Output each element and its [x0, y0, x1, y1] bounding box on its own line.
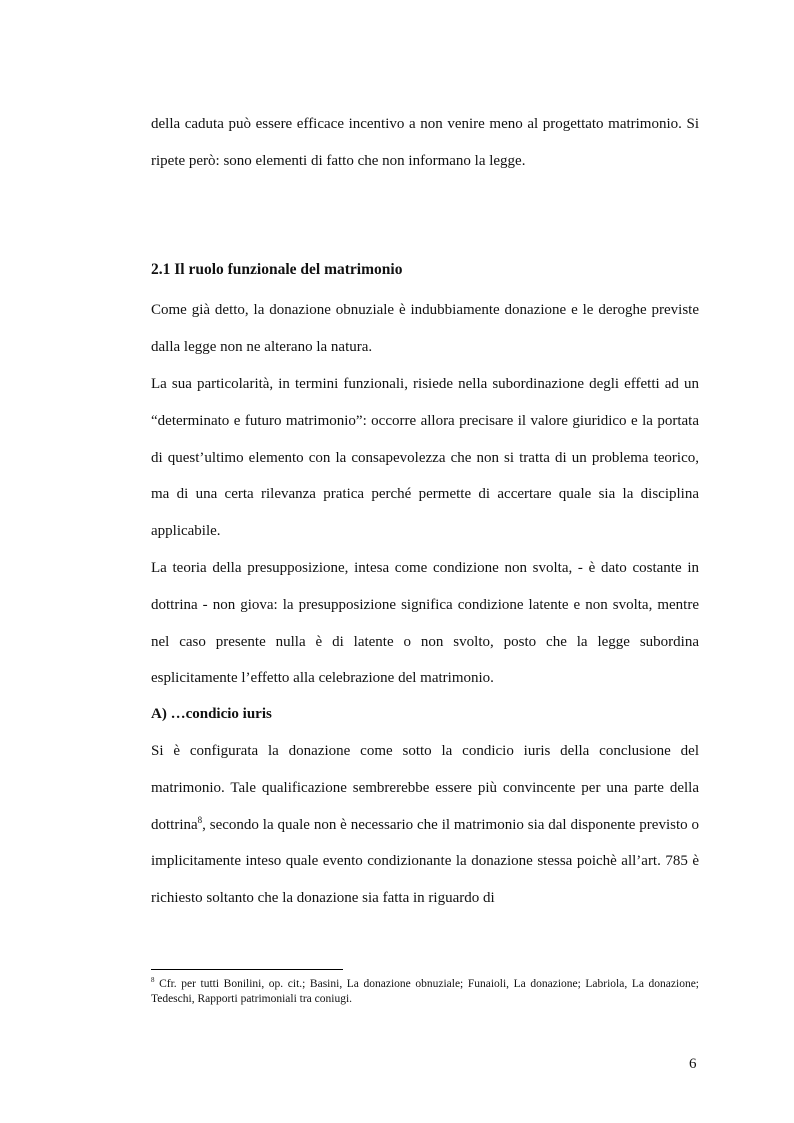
footnote-number: 8	[151, 976, 155, 985]
footnote	[151, 977, 699, 1007]
paragraph-2: La sua particolarità, in termini funzionali, risiede nella subordinazione degli effetti ad un “determinato e futuro matrimonio”: occorre allora precisare il valore giuridico e la portata di quest’ultimo elemento con la consapevolezza che non si tratta di un problema teorico, ma di una certa rilevanza pratica perché permette di accertare quale sia la disciplina applicabile.	[151, 376, 699, 540]
subheading: A) …condicio iuris	[151, 706, 272, 722]
footnote-separator	[151, 969, 343, 970]
paragraph-continuation: della caduta può essere efficace incentivo a non venire meno al progettato matrimonio. Si ripete però: sono elementi di fatto che non informano la legge.	[151, 116, 699, 169]
paragraph-3: La teoria della presupposizione, intesa come condizione non svolta, - è dato costante in dottrina - non giova: la presupposizione significa condizione latente e non svolta, mentre nel caso presente nulla è di latente o non svolto, posto che la legge subordina esplicitamente l’effetto alla celebrazione del matrimonio.	[151, 560, 699, 687]
paragraph-4-start: Si è configurata la donazione come sotto la condicio iuris della conclusione del matrimonio. Tale qualificazione sembrerebbe essere più convincente per una parte della dottrina	[151, 743, 699, 833]
section-heading: 2.1 Il ruolo funzionale del matrimonio	[151, 261, 403, 278]
footnote-text: Cfr. per tutti Bonilini, op. cit.; Basini, La donazione obnuziale; Funaioli, La donazione; Labriola, La donazione; Tedeschi, Rapporti patrimoniali tra coniugi.	[151, 978, 699, 1005]
paragraph-4	[151, 733, 699, 917]
paragraph-1: Come già detto, la donazione obnuziale è indubbiamente donazione e le deroghe previste dalla legge non ne alterano la natura.	[151, 302, 699, 355]
footnote-reference: 8	[197, 814, 203, 825]
paragraph-4-end: , secondo la quale non è necessario che il matrimonio sia dal disponente previsto o implicitamente inteso quale evento condizionante la donazione stessa poichè all’art. 785 è richiesto soltanto che la donazione sia fatta in riguardo di	[151, 816, 699, 907]
page-number: 6	[689, 1056, 697, 1072]
